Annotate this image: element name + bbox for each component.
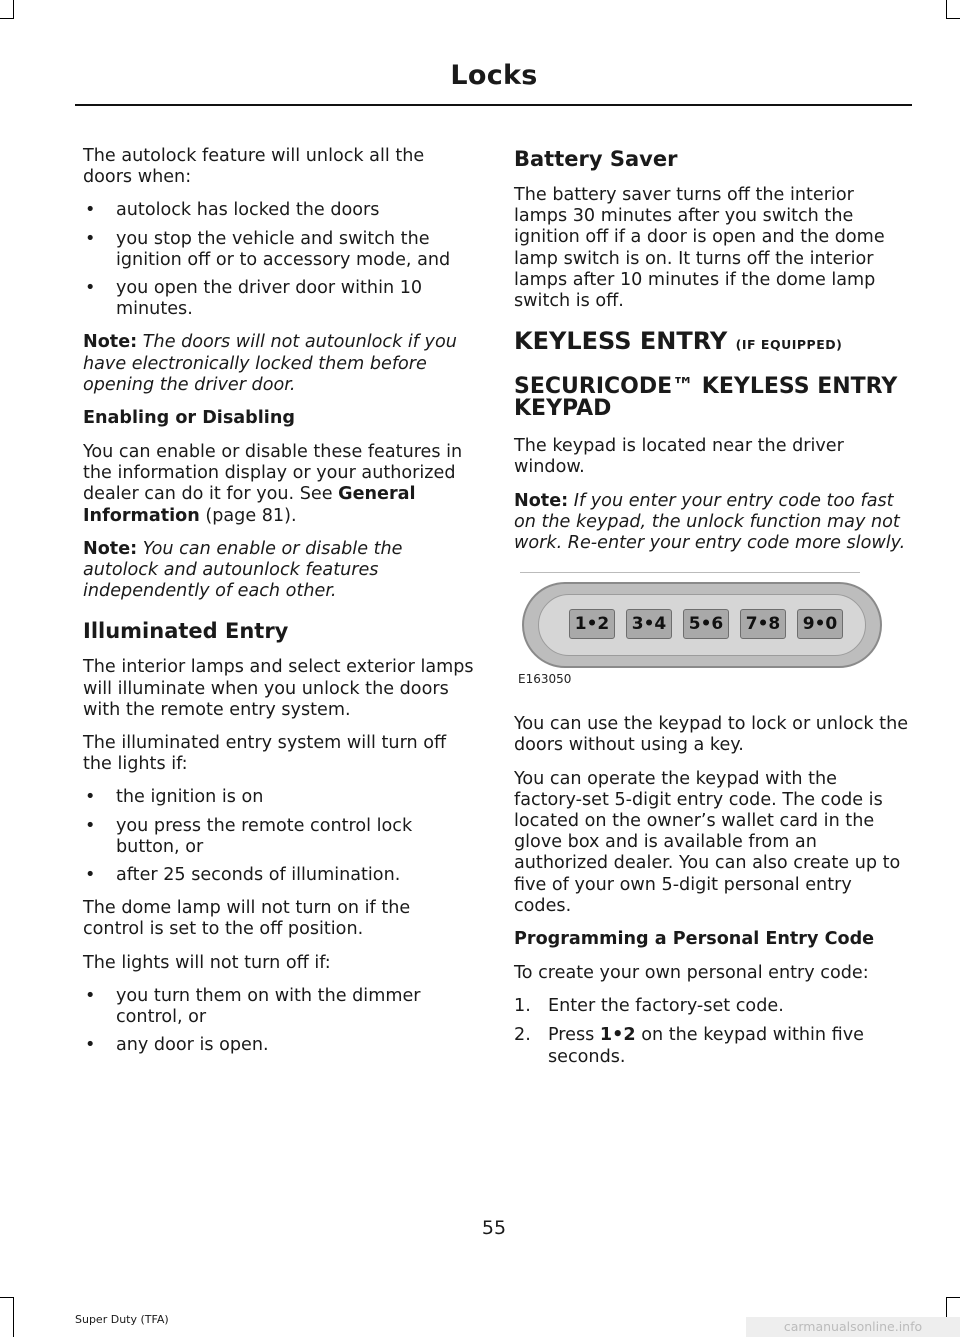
list-item: • the ignition is on <box>85 787 264 808</box>
page-title: Locks <box>450 60 538 91</box>
note-enable: Note: You can enable or disable the autolock and autounlock features independently of each other. <box>83 538 403 602</box>
keypad-key-1-2: 1•2 <box>569 609 615 639</box>
keypad-figure <box>514 572 906 700</box>
keypad-keys <box>569 609 843 639</box>
bullet-icon: • <box>85 200 96 221</box>
illuminated-entry-heading: Illuminated Entry <box>83 619 289 644</box>
left-column <box>83 146 475 1069</box>
crop-mark <box>946 0 947 18</box>
list-item: • you press the remote control lock button, or <box>85 815 413 857</box>
right-column <box>514 146 909 1076</box>
list-item: • after 25 seconds of illumination. <box>85 865 401 886</box>
programming-steps <box>514 996 909 1068</box>
crop-mark <box>946 1297 960 1298</box>
list-item: 2. Press 1•2 on the keypad within five seconds. <box>514 1025 864 1067</box>
figure-id: E163050 <box>518 672 572 687</box>
crop-mark <box>13 1297 14 1337</box>
keypad-key-9-0: 9•0 <box>797 609 843 639</box>
battery-saver-heading: Battery Saver <box>514 147 678 171</box>
note-autounlock: Note: The doors will not autounlock if you have electronically locked them before opening the driver door. <box>83 332 457 395</box>
enabling-text: You can enable or disable these features in the information display or your authorized dealer can do it for you. See General Information (page 81). <box>83 442 463 526</box>
general-information-link[interactable]: General Information <box>83 484 416 526</box>
dome-lamp-text: The dome lamp will not turn on if the control is set to the off position. <box>83 898 411 940</box>
list-item: 1. Enter the factory-set code. <box>514 996 784 1017</box>
illuminated-text-2: The illuminated entry system will turn off the lights if: <box>83 733 447 775</box>
crop-mark <box>13 0 14 18</box>
illuminated-bullet-list <box>83 787 475 886</box>
keypad-use-text: You can use the keypad to lock or unlock the doors without using a key. <box>514 714 909 756</box>
watermark: carmanualsonline.info <box>746 1317 960 1337</box>
keypad-key-5-6: 5•6 <box>683 609 729 639</box>
bullet-icon: • <box>85 1035 96 1056</box>
keyless-entry-heading: KEYLESS ENTRY (IF EQUIPPED) <box>514 327 843 356</box>
list-item: • you stop the vehicle and switch the ignition off or to accessory mode, and <box>85 228 451 270</box>
keypad-illustration <box>522 582 882 668</box>
bullet-icon: • <box>85 278 96 299</box>
keypad-key-7-8: 7•8 <box>740 609 786 639</box>
note-entry-speed: Note: If you enter your entry code too fast on the keypad, the unlock function may not work. Re-enter your entry code more slowly. <box>514 490 906 554</box>
battery-saver-text: The battery saver turns off the interior lamps 30 minutes after you switch the ignition off if a door is open and the dome lamp switch is on. It turns off the interior lamps after 10 minutes if the dome lamp switch is off. <box>514 185 885 312</box>
keypad-location-text: The keypad is located near the driver window. <box>514 436 844 478</box>
page-number: 55 <box>481 1217 507 1239</box>
programming-heading: Programming a Personal Entry Code <box>514 929 875 950</box>
bullet-icon: • <box>85 787 96 808</box>
autolock-intro: The autolock feature will unlock all the doors when: <box>83 146 425 188</box>
create-code-text: To create your own personal entry code: <box>514 963 869 984</box>
crop-mark <box>946 18 960 19</box>
autolock-bullet-list <box>83 200 475 320</box>
keypad-operate-text: You can operate the keypad with the factory-set 5-digit entry code. The code is located on the owner’s wallet card in the glove box and is available from an authorized dealer. You can also create up to five of your own 5-digit personal entry codes. <box>514 768 901 916</box>
list-item: • any door is open. <box>85 1035 269 1056</box>
list-item: • autolock has locked the doors <box>85 200 380 221</box>
header-divider <box>75 104 912 106</box>
lights-text: The lights will not turn off if: <box>83 952 331 973</box>
bullet-icon: • <box>85 985 96 1006</box>
illuminated-text-1: The interior lamps and select exterior lamps will illuminate when you unlock the doors with the remote entry system. <box>83 657 474 720</box>
enabling-heading: Enabling or Disabling <box>83 408 295 429</box>
keypad-key-3-4: 3•4 <box>626 609 672 639</box>
lights-bullet-list <box>83 986 475 1057</box>
crop-mark <box>0 18 14 19</box>
figure-top-rule <box>520 572 860 573</box>
bullet-icon: • <box>85 865 96 886</box>
footer-model: Super Duty (TFA) <box>75 1313 169 1326</box>
securicode-heading: SECURICODE™ KEYLESS ENTRY KEYPAD <box>514 374 898 422</box>
bullet-icon: • <box>85 228 96 249</box>
list-item: • you open the driver door within 10 minutes. <box>85 278 423 320</box>
bullet-icon: • <box>85 815 96 836</box>
list-item: • you turn them on with the dimmer control, or <box>85 985 421 1028</box>
keypad-bezel <box>538 594 866 656</box>
crop-mark <box>0 1297 14 1298</box>
